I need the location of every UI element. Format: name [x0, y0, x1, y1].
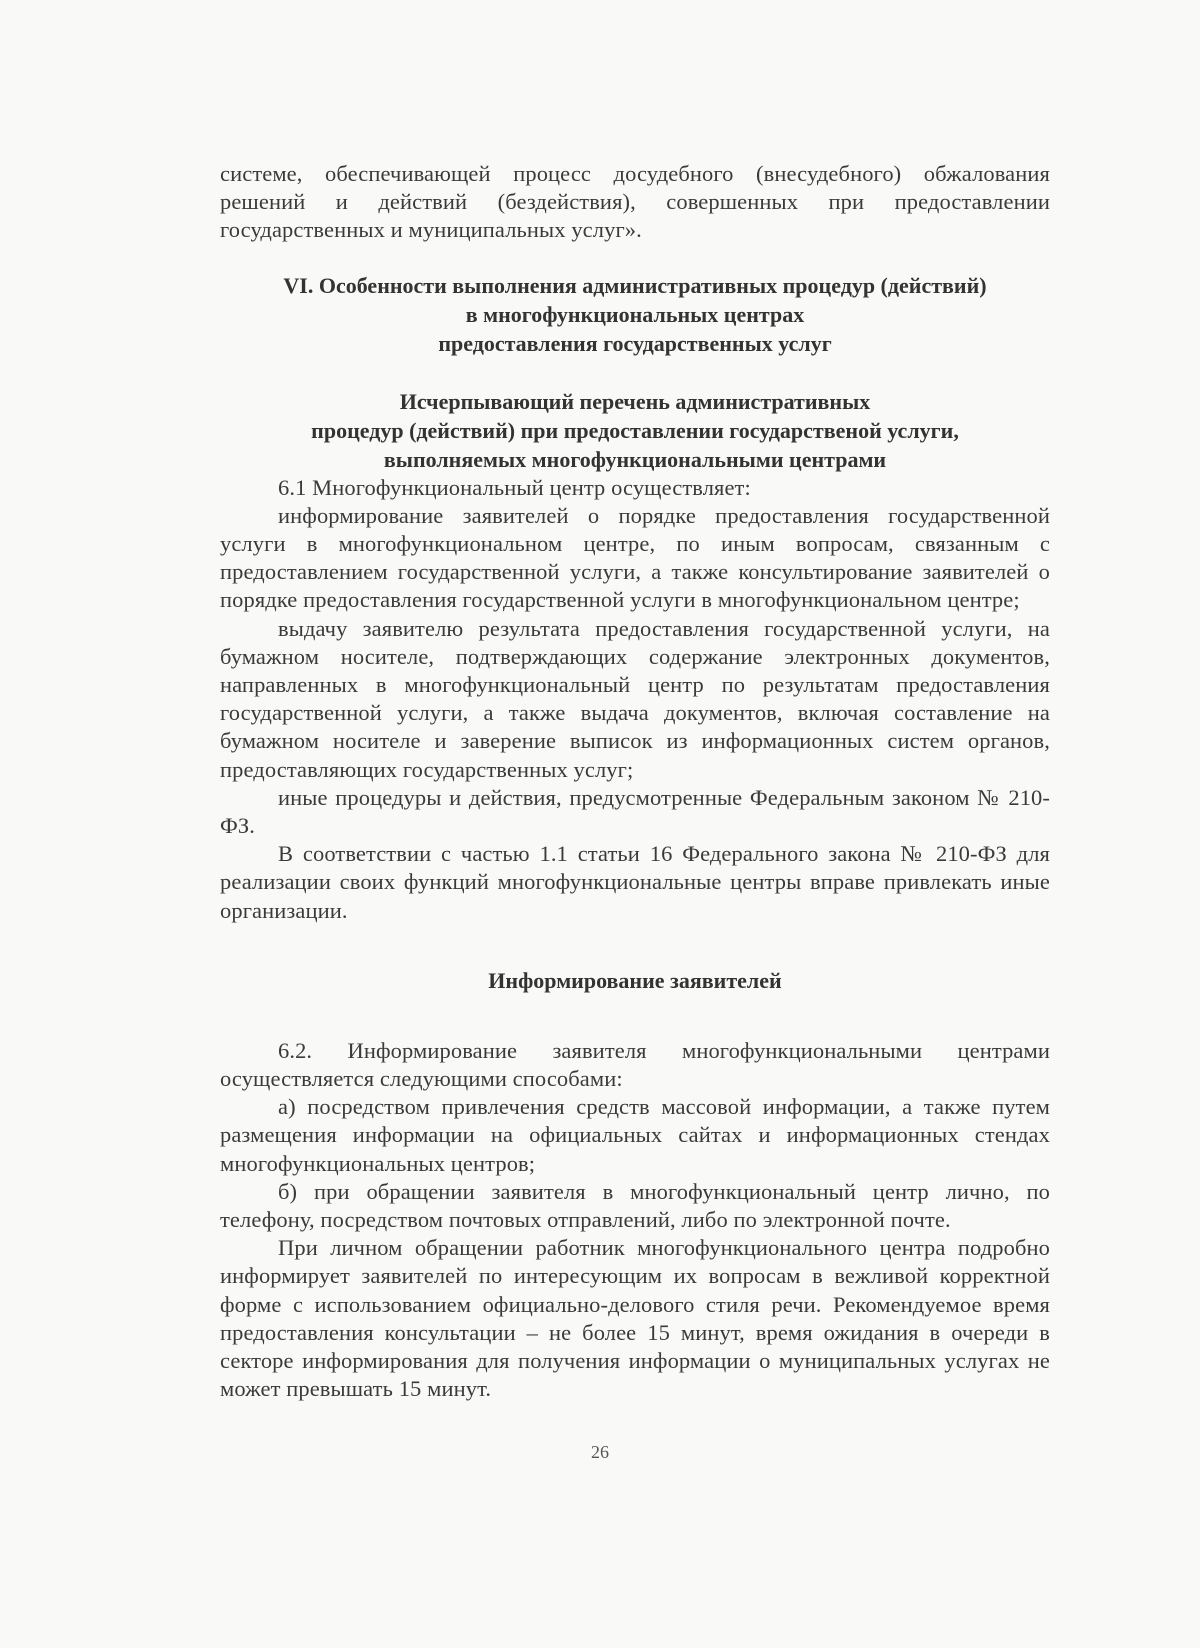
section-title-line-1: VI. Особенности выполнения административных процедур (действий): [283, 272, 987, 298]
paragraph-issuance: выдачу заявителю результата предоставления государственной услуги, на бумажном носителе, подтверждающих содержание электронных документов, направленных в многофункциональный центр по результатам предоставления государственной услуги, а также выдача документов, включая составление на бумажном носителе и заверение выписок из информационных систем органов, предоставляющих государственных услуг;: [220, 615, 1050, 782]
paragraph-informing: информирование заявителей о порядке предоставления государственной услуги в многофункциональном центре, по иным вопросам, связанным с предоставлением государственной услуги, а также консультирование заявителей о порядке предоставления государственной услуги в многофункциональном центре;: [220, 502, 1050, 613]
paragraph-item-a: а) посредством привлечения средств массовой информации, а также путем размещения информации на официальных сайтах и информационных стендах многофункциональных центров;: [220, 1094, 1050, 1176]
paragraph-6-1: 6.1 Многофункциональный центр осуществляет:: [278, 474, 751, 500]
subsection-title-line-1: Исчерпывающий перечень административных: [399, 388, 871, 414]
paragraph-item-b: б) при обращении заявителя в многофункциональный центр лично, по телефону, посредством почтовых отправлений, либо по электронной почте.: [220, 1178, 1050, 1233]
intro-paragraph: системе, обеспечивающей процесс досудебного (внесудебного) обжалования решений и действий (бездействия), совершенных при предоставлении государственных и муниципальных услуг».: [220, 161, 1050, 243]
paragraph-personal-visit: При личном обращении работник многофункционального центра подробно информирует заявителей по интересующим их вопросам в вежливой корректной форме с использованием официально-делового стиля речи. Рекомендуемое время предоставления консультации – не более 15 минут, время ожидания в очереди в секторе информирования для получения информации о муниципальных услугах не может превышать 15 минут.: [220, 1235, 1050, 1402]
section-title: [220, 271, 1050, 358]
paragraph-6-2: 6.2. Информирование заявителя многофункциональными центрами осуществляется следующими способами:: [220, 1037, 1050, 1092]
subsection-title: [220, 387, 1050, 474]
page-content: [220, 160, 1050, 1404]
section-title-line-3: предоставления государственных услуг: [438, 330, 832, 356]
paragraph-other-organizations: В соответствии с частью 1.1 статьи 16 Федерального закона № 210-ФЗ для реализации своих функций многофункциональные центры вправе привлекать иные организации.: [220, 841, 1050, 923]
page-number: 26: [591, 1442, 609, 1462]
section-title-line-2: в многофункциональных центрах: [465, 301, 805, 327]
subsection-title-line-3: выполняемых многофункциональными центрами: [383, 446, 887, 472]
info-title: Информирование заявителей: [488, 967, 782, 993]
subsection-title-line-2: процедур (действий) при предоставлении государственой услуги,: [311, 417, 959, 443]
paragraph-other-procedures: иные процедуры и действия, предусмотренные Федеральным законом № 210-ФЗ.: [220, 784, 1050, 839]
